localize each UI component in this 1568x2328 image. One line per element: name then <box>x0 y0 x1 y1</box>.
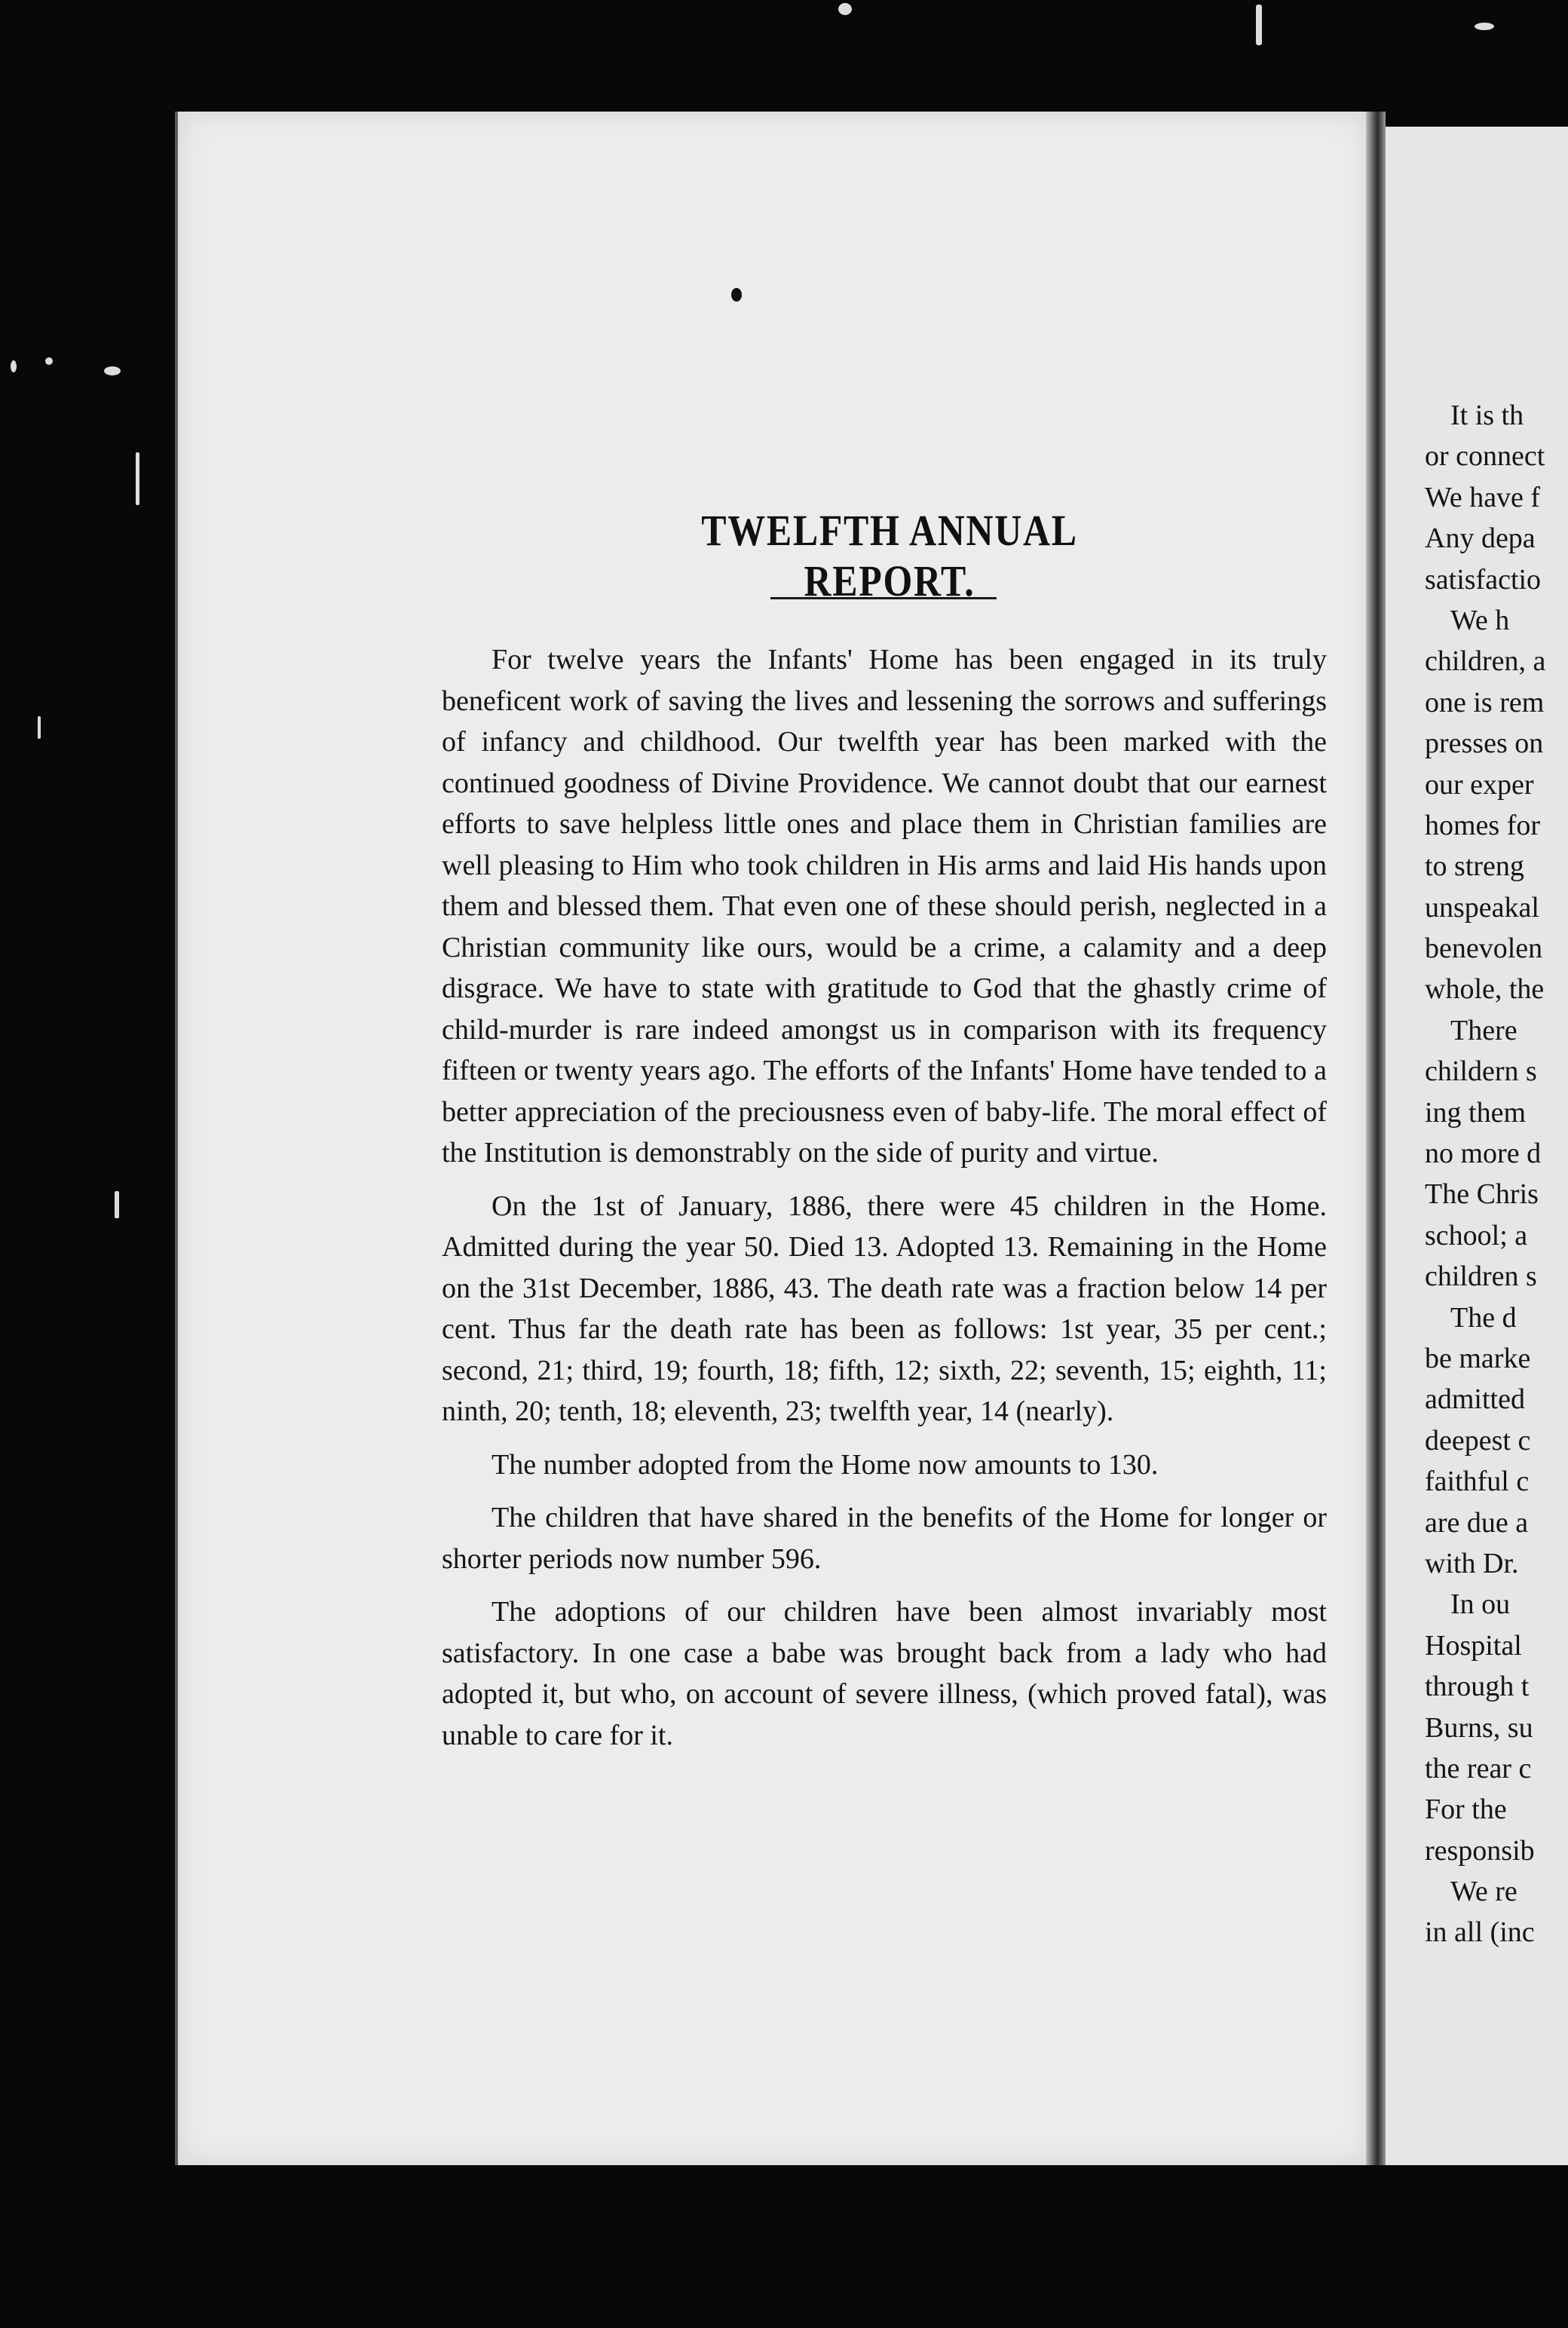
facing-line: We re <box>1450 1876 1517 1908</box>
facing-line: to streng <box>1425 850 1524 883</box>
facing-line: We h <box>1450 604 1510 636</box>
facing-line: satisfactio <box>1425 563 1542 596</box>
facing-line: presses on <box>1425 728 1544 760</box>
dust-speck <box>11 360 17 372</box>
facing-line: benevolen <box>1425 933 1543 965</box>
facing-line: There <box>1450 1014 1517 1046</box>
dust-speck <box>1475 23 1494 30</box>
facing-line: childern s <box>1425 1055 1537 1088</box>
paragraph-statistics: On the 1st of January, 1886, there were 45 children in the Home. Admitted during the year 50. Died 13. Adopted 13. Remaining in the Home on the 31st December, 1886, 43. The death rate was a fraction below 14 per cent. Thus far the death rate has been as follows: 1st year, 35 per cent.; second, 21; third, 19; fourth, 18; fifth, 12; sixth, 22; seventh, 15; eighth, 11; ninth, 20; tenth, 18; eleventh, 23; twelfth year, 14 (nearly). <box>442 1190 1327 1427</box>
facing-line: are due a <box>1425 1506 1529 1539</box>
facing-line: the rear c <box>1425 1752 1532 1784</box>
facing-line: Hospital <box>1425 1629 1522 1662</box>
dust-speck <box>45 357 53 365</box>
paragraph-adoptions: The adoptions of our children have been almost invariably most satisfactory. In one case a babe was brought back from a lady who had adopted it, but who, on account of severe illness, (which proved fatal), was unable to care for it. <box>442 1596 1327 1751</box>
page-title: TWELFTH ANNUAL REPORT. <box>701 506 1078 605</box>
paragraph-children-count: The children that have shared in the benefits of the Home for longer or shorter periods now number 596. <box>442 1502 1327 1575</box>
facing-line: school; a <box>1425 1219 1528 1251</box>
dust-speck <box>838 3 852 15</box>
dust-speck <box>115 1191 119 1218</box>
facing-line: Burns, su <box>1425 1711 1533 1744</box>
facing-line: In ou <box>1450 1588 1511 1621</box>
facing-line: one is rem <box>1425 686 1545 718</box>
facing-line: our exper <box>1425 768 1534 801</box>
facing-line: be marke <box>1425 1342 1531 1374</box>
facing-line: deepest c <box>1425 1424 1531 1457</box>
facing-line: Any depa <box>1425 522 1536 555</box>
facing-line: The d <box>1450 1301 1517 1334</box>
facing-line: faithful c <box>1425 1466 1530 1498</box>
facing-line: ing them <box>1425 1096 1527 1129</box>
facing-line: admitted <box>1425 1383 1525 1416</box>
facing-line: or connect <box>1425 440 1545 473</box>
facing-line: whole, the <box>1425 973 1545 1006</box>
facing-line: It is th <box>1450 400 1524 431</box>
facing-page-text <box>1425 395 1568 1953</box>
facing-line: through t <box>1425 1671 1530 1703</box>
facing-line: The Chris <box>1425 1178 1539 1211</box>
facing-line: homes for <box>1425 809 1541 841</box>
facing-line: unspeakal <box>1425 891 1539 924</box>
facing-line: with Dr. <box>1425 1547 1519 1579</box>
facing-line: For the <box>1425 1793 1507 1826</box>
facing-line: responsib <box>1425 1834 1535 1867</box>
paragraph-intro: For twelve years the Infants' Home has been engaged in its truly beneficent work of saving the lives and lessening the sorrows and sufferings of infancy and childhood. Our twelfth year has been marked with the continued goodness of Divine Providence. We cannot doubt that our earnest efforts to save helpless little ones and place them in Christian families are well pleasing to Him who took children in His arms and laid His hands upon them and blessed them. That even one of these should perish, neglected in a Christian community like ours, would be a crime, a calamity and a deep disgrace. We have to state with gratitude to God that the ghastly crime of child-murder is rare indeed amongst us in comparison with its frequency fifteen or twenty years ago. The efforts of the Infants' Home have tended to a better appreciation of the preciousness even of baby-life. The moral effect of the Institution is demonstrably on the side of purity and virtue. <box>442 644 1327 1169</box>
dust-speck <box>38 716 41 739</box>
facing-line: children, a <box>1425 645 1546 678</box>
page-gutter <box>1366 112 1386 2165</box>
facing-line: We have f <box>1425 481 1541 513</box>
ink-mark <box>731 288 742 302</box>
dust-speck <box>104 366 121 375</box>
facing-line: no more d <box>1425 1138 1542 1170</box>
report-body <box>442 639 1327 1768</box>
dust-speck <box>1256 5 1262 45</box>
paragraph-adopted-count: The number adopted from the Home now amounts to 130. <box>492 1448 1159 1481</box>
title-rule <box>770 597 997 599</box>
facing-page <box>1386 127 1568 2165</box>
dust-speck <box>136 452 139 505</box>
facing-line: in all (inc <box>1425 1916 1535 1949</box>
facing-line: children s <box>1425 1260 1537 1293</box>
